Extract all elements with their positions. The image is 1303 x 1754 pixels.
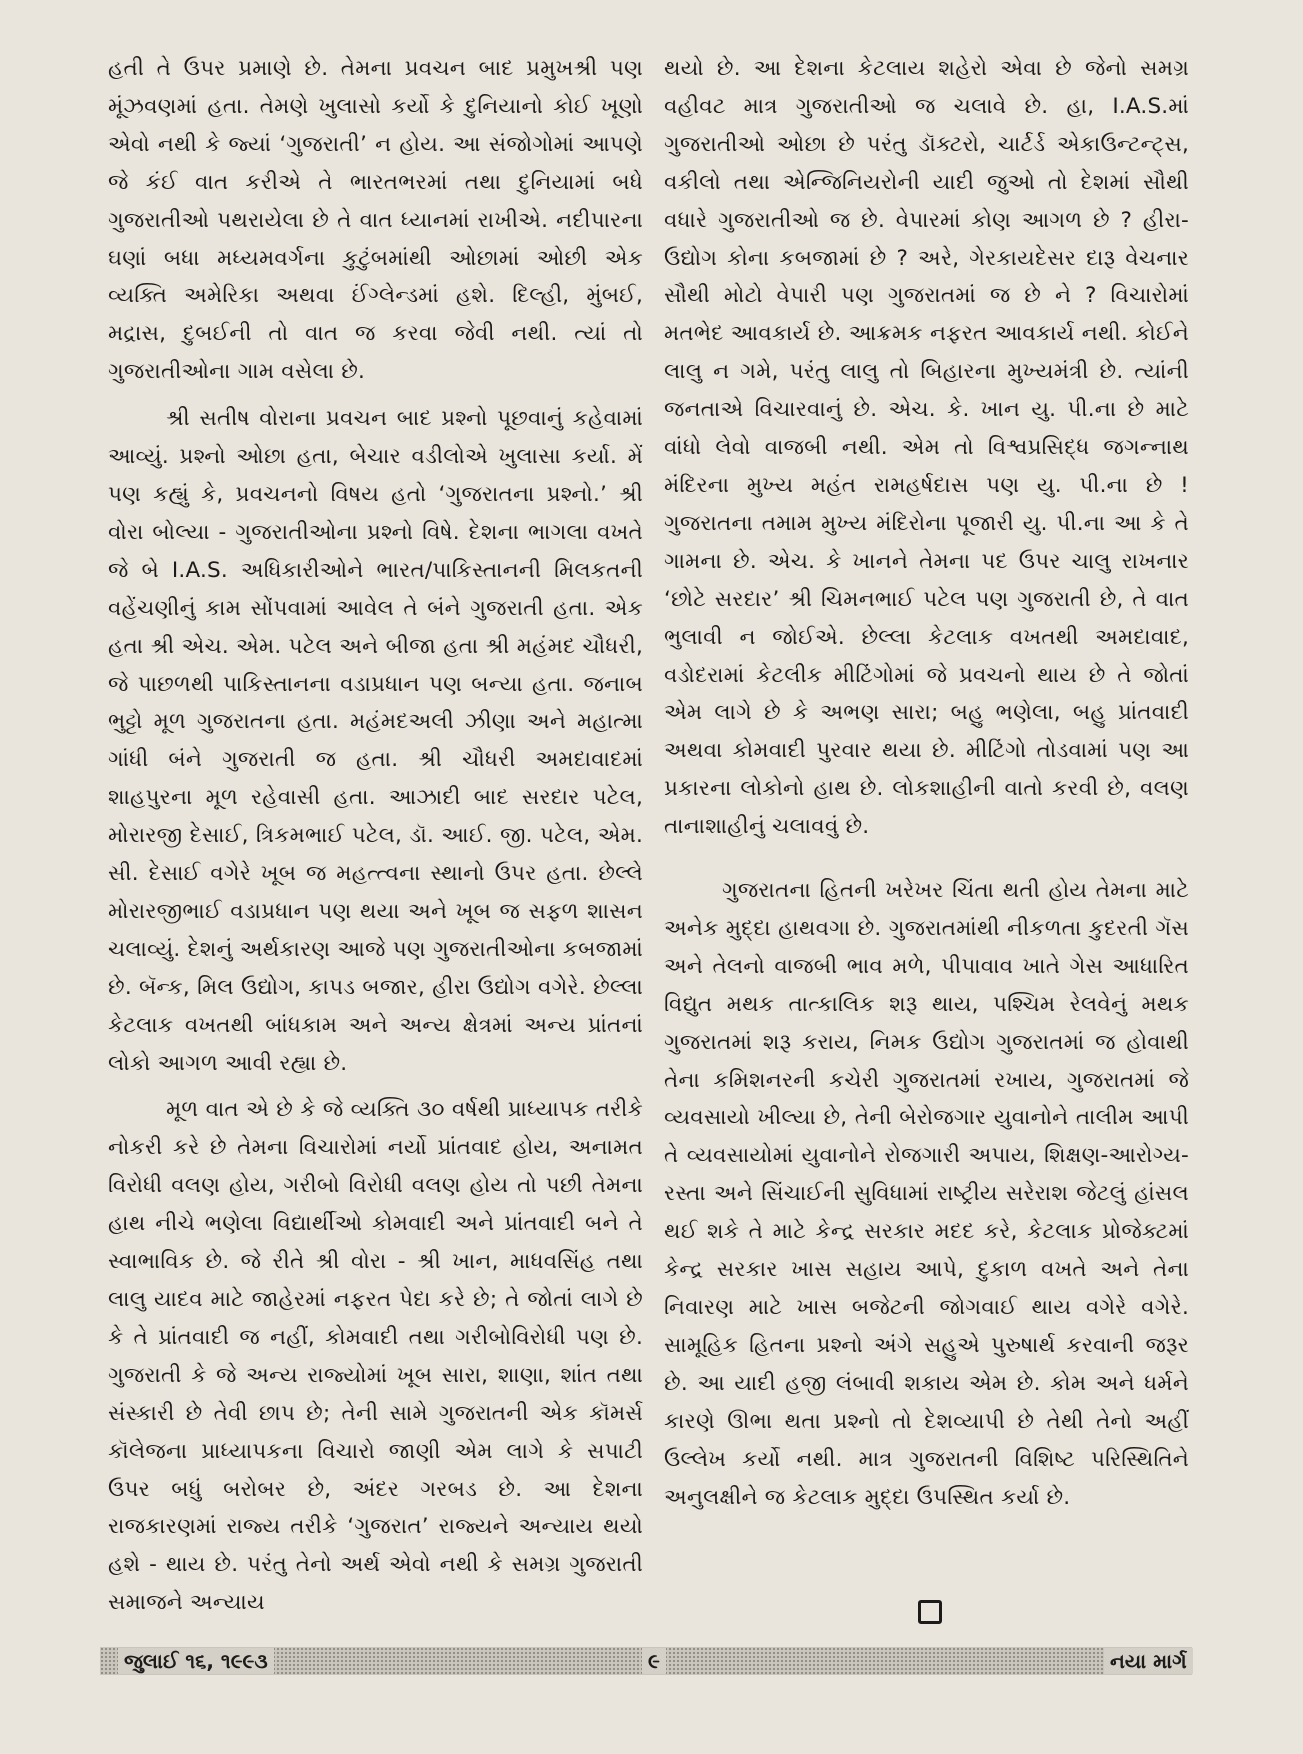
paragraph: ગુજરાતના હિતની ખરેખર ચિંતા થતી હોય તેમના માટે અનેક મુદ્દા હાથવગા છે. ગુજરાતમાંથી નીકળતા કુદરતી ગૅસ અને તેલનો વાજબી ભાવ મળે, પીપાવાવ ખાતે ગેસ આધારિત વિદ્યુત મથક તાત્કાલિક શરૂ થાય, પશ્ચિમ રેલવેનું મથક ગુજરાતમાં શરૂ કરાય, નિમક ઉદ્યોગ ગુજરાતમાં જ હોવાથી તેના કમિશનરની કચેરી ગુજરાતમાં રખાય, ગુજરાતમાં જે વ્યવસાયો ખીલ્યા છે, તેની બેરોજગાર યુવાનોને તાલીમ આપી તે વ્યવસાયોમાં યુવાનોને રોજગારી અપાય, શિક્ષણ-આરોગ્ય- રસ્તા અને સિંચાઈની સુવિધામાં રાષ્ટ્રીય સરેરાશ જેટલું હાંસલ થઈ શકે તે માટે કેન્દ્ર સરકાર મદદ કરે, કેટલાક પ્રોજેક્ટમાં કેન્દ્ર સરકાર ખાસ સહાય આપે, દુકાળ વખતે અને તેના નિવારણ માટે ખાસ બજેટની જોગવાઈ થાય વગેરે વગેરે. સામૂહિક હિતના પ્રશ્નો અંગે સહુએ પુરુષાર્થ કરવાની જરૂર છે. આ યાદી હજી લંબાવી શકાય એમ છે. કોમ અને ધર્મને કારણે ઊભા થતા પ્રશ્નો તો દેશવ્યાપી છે તેથી તેનો અહીં ઉલ્લેખ કર્યો નથી. માત્ર ગુજરાતની વિશિષ્ટ પરિસ્થિતિને અનુલક્ષીને જ કેટલાક મુદ્દા ઉપસ્થિત કર્યા છે. bbox=[664, 878, 1189, 1510]
paragraph: થયો છે. આ દેશના કેટલાય શહેરો એવા છે જેનો સમગ્ર વહીવટ માત્ર ગુજરાતીઓ જ ચલાવે છે. હા, I.A.S.માં ગુજરાતીઓ ઓછા છે પરંતુ ડૉક્ટરો, ચાર્ટર્ડ એકાઉન્ટન્ટ્સ, વકીલો તથા એન્જિનિયરોની યાદી જુઓ તો દેશમાં સૌથી વધારે ગુજરાતીઓ જ છે. વેપારમાં કોણ આગળ છે ? હીરા-ઉદ્યોગ કોના કબજામાં છે ? અરે, ગેરકાયદેસર દારૂ વેચનાર સૌથી મોટો વેપારી પણ ગુજરાતમાં જ છે ને ? વિચારોમાં મતભેદ આવકાર્ય છે. આક્રમક નફરત આવકાર્ય નથી. કોઈને લાલુ ન ગમે, પરંતુ લાલુ તો બિહારના મુખ્યમંત્રી છે. ત્યાંની જનતાએ વિચારવાનું છે. એચ. કે. ખાન યુ. પી.ના છે માટે વાંધો લેવો વાજબી નથી. એમ તો વિશ્વપ્રસિદ્ધ જગન્નાથ મંદિરના મુખ્ય મહંત રામહર્ષદાસ પણ યુ. પી.ના છે ! ગુજરાતના તમામ મુખ્ય મંદિરોના પૂજારી યુ. પી.ના આ કે તે ગામના છે. એચ. કે ખાનને તેમના પદ ઉપર ચાલુ રાખનાર ‘છોટે સરદાર’ શ્રી ચિમનભાઈ પટેલ પણ ગુજરાતી છે, તે વાત ભુલાવી ન જોઈએ. છેલ્લા કેટલાક વખતથી અમદાવાદ, વડોદરામાં કેટલીક મીટિંગોમાં જે પ્રવચનો થાય છે તે જોતાં એમ લાગે છે કે અભણ સારા; બહુ ભણેલા, બહુ પ્રાંતવાદી અથવા કોમવાદી પુરવાર થયા છે. મીટિંગો તોડવામાં પણ આ પ્રકારના લોકોનો હાથ છે. લોકશાહીની વાતો કરવી છે, વલણ તાનાશાહીનું ચલાવવું છે. bbox=[664, 56, 1189, 840]
end-square-icon bbox=[918, 1600, 942, 1624]
paragraph: શ્રી સતીષ વોરાના પ્રવચન બાદ પ્રશ્નો પૂછવાનું કહેવામાં આવ્યું. પ્રશ્નો ઓછા હતા, બેચાર વડીલોએ ખુલાસા કર્યા. મેં પણ કહ્યું કે, પ્રવચનનો વિષય હતો ‘ગુજરાતના પ્રશ્નો.’ શ્રી વોરા બોલ્યા - ગુજરાતીઓના પ્રશ્નો વિષે. દેશના ભાગલા વખતે જે બે I.A.S. અધિકારીઓને ભારત/પાકિસ્તાનની મિલકતની વહેંચણીનું કામ સોંપવામાં આવેલ તે બંને ગુજરાતી હતા. એક હતા શ્રી એચ. એમ. પટેલ અને બીજા હતા શ્રી મહંમદ ચૌધરી, જે પાછળથી પાકિસ્તાનના વડાપ્રધાન પણ બન્યા હતા. જનાબ ભુટ્ટો મૂળ ગુજરાતના હતા. મહંમદઅલી ઝીણા અને મહાત્મા ગાંધી બંને ગુજરાતી જ હતા. શ્રી ચૌધરી અમદાવાદમાં શાહપુરના મૂળ રહેવાસી હતા. આઝાદી બાદ સરદાર પટેલ, મોરારજી દેસાઈ, ત્રિકમભાઈ પટેલ, ડૉ. આઈ. જી. પટેલ, એમ. સી. દેસાઈ વગેરે ખૂબ જ મહત્ત્વના સ્થાનો ઉપર હતા. છેલ્લે મોરારજીભાઈ વડાપ્રધાન પણ થયા અને ખૂબ જ સફળ શાસન ચલાવ્યું. દેશનું અર્થકારણ આજે પણ ગુજરાતીઓના કબજામાં છે. બૅન્ક, મિલ ઉદ્યોગ, કાપડ બજાર, હીરા ઉદ્યોગ વગેરે. છેલ્લા કેટલાક વખતથી બાંધકામ અને અન્ય ક્ષેત્રમાં અન્ય પ્રાંતનાં લોકો આગળ આવી રહ્યા છે. bbox=[108, 406, 643, 1076]
paragraph: મૂળ વાત એ છે કે જે વ્યક્તિ ૩૦ વર્ષથી પ્રાધ્યાપક તરીકે નોકરી કરે છે તેમના વિચારોમાં નર્યો પ્રાંતવાદ હોય, અનામત વિરોધી વલણ હોય, ગરીબો વિરોધી વલણ હોય તો પછી તેમના હાથ નીચે ભણેલા વિદ્યાર્થીઓ કોમવાદી અને પ્રાંતવાદી બને તે સ્વાભાવિક છે. જે રીતે શ્રી વોરા - શ્રી ખાન, માધવસિંહ તથા લાલુ યાદવ માટે જાહેરમાં નફરત પેદા કરે છે; તે જોતાં લાગે છે કે તે પ્રાંતવાદી જ નહીં, કોમવાદી તથા ગરીબોવિરોધી પણ છે. ગુજરાતી કે જે અન્ય રાજ્યોમાં ખૂબ સારા, શાણા, શાંત તથા સંસ્કારી છે તેવી છાપ છે; તેની સામે ગુજરાતની એક કૉમર્સ કૉલેજના પ્રાધ્યાપકના વિચારો જાણી એમ લાગે કે સપાટી ઉપર બધું બરોબર છે, અંદર ગરબડ છે. આ દેશના રાજકારણમાં રાજ્ય તરીકે ‘ગુજરાત’ રાજ્યને અન્યાય થયો હશે - થાય છે. પરંતુ તેનો અર્થ એવો નથી કે સમગ્ર ગુજરાતી સમાજને અન્યાય bbox=[108, 1097, 643, 1616]
paragraph: હતી તે ઉપર પ્રમાણે છે. તેમના પ્રવચન બાદ પ્રમુખશ્રી પણ મૂંઝવણમાં હતા. તેમણે ખુલાસો કર્યો કે દુનિયાનો કોઈ ખૂણો એવો નથી કે જ્યાં ‘ગુજરાતી’ ન હોય. આ સંજોગોમાં આપણે જે કંઈ વાત કરીએ તે ભારતભરમાં તથા દુનિયામાં બધે ગુજરાતીઓ પથરાયેલા છે તે વાત ધ્યાનમાં રાખીએ. નદીપારના ઘણાં બધા મધ્યમવર્ગના કુટુંબમાંથી ઓછામાં ઓછી એક વ્યક્તિ અમેરિકા અથવા ઈંગ્લેન્ડમાં હશે. દિલ્હી, મુંબઈ, મદ્રાસ, દુબઈની તો વાત જ કરવા જેવી નથી. ત્યાં તો ગુજરાતીઓના ગામ વસેલા છે. bbox=[108, 56, 643, 385]
publication-name: નયા માર્ગ bbox=[1104, 1648, 1193, 1674]
right-column bbox=[664, 50, 1189, 1516]
footer-date: જુલાઈ ૧૬, ૧૯૯૩ bbox=[118, 1648, 274, 1674]
page-number: ૯ bbox=[642, 1648, 666, 1674]
left-column bbox=[108, 50, 643, 1622]
